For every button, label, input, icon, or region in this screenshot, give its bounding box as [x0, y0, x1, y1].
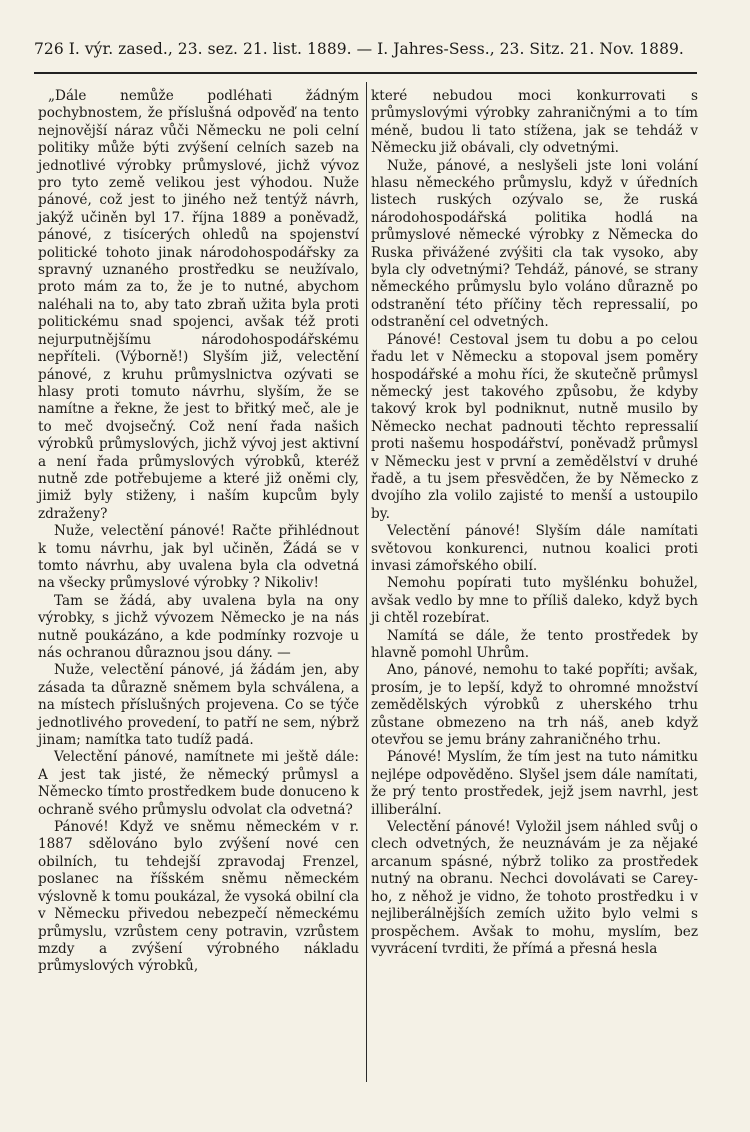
paragraph: které nebudou moci konkurrovati s průmyslovými výrobky zahraničnými a to tím méně, budou li tato stížena, jak se tehdáž v Německu již obávali, cly odvetnými.: [371, 88, 698, 157]
paragraph: Nuže, velectění pánové! Račte přihlédnout k tomu návrhu, jak byl učiněn, Žádá se v tomto návrhu, aby uvalena byla cla odvetná na všecky průmyslové výrobky ? Nikoliv!: [38, 523, 359, 592]
header-rule: [34, 72, 697, 74]
paragraph: Ano, pánové, nemohu to také popříti; avšak, prosím, je to lepší, když to ohromné množství zemědělských výrobků z uherského trhu zůstane obmezeno na trh náš, aneb když otevřou se jemu brány zahraničného trhu.: [371, 662, 698, 749]
paragraph: „Dále nemůže podléhati žádným pochybnostem, že příslušná odpověď na tento nejnovější náraz vůči Německu ne poli celní politiky může býti zvýšení celních sazeb na jednotlivé výrobky průmyslové, jichž vývoz pro tyto země velikou jest výhodou. Nuže pánové, což jest to jiného než tentýž návrh, jakýž učiněn byl 17. října 1889 a poněvadž, pánové, z tisícerých ohledů na spojenství politické tohoto jinak národohospodářsky za spravný uznaného prostředku se neužívalo, proto mám za to, že je to nutné, abychom naléhali na to, aby tato zbraň užita byla proti politickému snad spojenci, avšak též proti nejurputnějšímu národohospodářskému nepříteli. (Výborně!) Slyším již, velectění pánové, z kruhu průmyslnictva ozývati se hlasy proti tomuto návrhu, slyším, že se namítne a řekne, že jest to břitký meč, ale je to meč dvojsečný. Což není řada našich výrobků průmyslových, jichž vývoj jest aktivní a není řada průmyslových výrobků, kteréž nutně zde potřebujeme a které již oněmi cly, jimiž byly stiženy, i naším kupcům byly zdraženy?: [38, 88, 359, 522]
paragraph: Pánové! Myslím, že tím jest na tuto námitku nejlépe odpověděno. Slyšel jsem dále namítati, že prý tento prostředek, jejž jsem navrhl, jest illiberální.: [371, 749, 698, 818]
left-column: [38, 88, 359, 976]
paragraph: Tam se žádá, aby uvalena byla na ony výrobky, s jichž vývozem Německo je na nás nutně poukázáno, a kde podmínky rozvoje u nás ochranou důraznou jsou dány. —: [38, 592, 359, 661]
paragraph: Nuže, pánové, a neslyšeli jste loni volání hlasu německého průmyslu, když v úředních listech ruských ozývalo se, že ruská národohospodářská politika hodlá na průmyslové německé výrobky z Německa do Ruska přivážené zvýšiti cla tak vysoko, aby byla cly odvetnými? Tehdáž, pánové, se strany německého průmyslu bylo voláno důrazně po odstranění této příčiny těch repressalií, po odstranění cel odvetných.: [371, 157, 698, 331]
paragraph: Pánové! Když ve sněmu německém v r. 1887 sdělováno bylo zvýšení nové cen obilních, tu tehdejší zpravodaj Frenzel, poslanec na říšském sněmu německém výslovně k tomu poukázal, že vysoká obilní cla v Německu přivedou nebezpečí německému průmyslu, vzrůstem ceny potravin, vzrůstem mzdy a zvýšení výrobného nákladu průmyslových výrobků,: [38, 819, 359, 975]
column-divider: [366, 82, 367, 1082]
paragraph: Namítá se dále, že tento prostředek by hlavně pomohl Uhrům.: [371, 627, 698, 661]
paragraph: Velectění pánové! Slyším dále namítati světovou konkurenci, nutnou koalici proti invasi zámořského obilí.: [371, 523, 698, 574]
paragraph: Nuže, velectění pánové, já žádám jen, aby zásada ta důrazně sněmem byla schválena, a na místech příslušných projevena. Co se týče jednotlivého provedení, to patří ne sem, nýbrž jinam; namítka tato tudíž padá.: [38, 662, 359, 749]
paragraph: Nemohu popírati tuto myšlénku bohužel, avšak vedlo by mne to příliš daleko, když bych ji chtěl rozebírat.: [371, 575, 698, 627]
paragraph: Velectění pánové, namítnete mi ještě dále: A jest tak jisté, že německý průmysl a Německo tímto prostředkem bude donuceno k ochraně svého průmyslu odvolat cla odvetná?: [38, 749, 359, 818]
paragraph: Pánové! Cestoval jsem tu dobu a po celou řadu let v Německu a stopoval jsem poměry hospodářské a mohu říci, že skutečně průmysl německý jest takového způsobu, že kdyby takový krok byl podniknut, nutně musilo by Německo nechat padnouti těchto repressalií proti našemu hospodářství, poněvadž průmysl v Německu jest v první a zemědělství v druhé řadě, a tu jsem přesvědčen, že by Německo z dvojího zla volilo zajisté to menší a ustoupilo by.: [371, 331, 698, 522]
right-column: [371, 88, 698, 958]
paragraph: Velectění pánové! Vyložil jsem náhled svůj o clech odvetných, že neuznávám je za nějaké arcanum spásné, nýbrž toliko za prostředek nutný na obranu. Nechci dovolávati se Carey-ho, z něhož je vidno, že tohoto prostředku i v nejliberálnějších zemích užito bylo velmi s prospěchem. Avšak to mohu, myslím, bez vyvrácení tvrditi, že přímá a přesná hesla: [371, 819, 698, 957]
page-header: 726 I. výr. zased., 23. sez. 21. list. 1889. — I. Jahres-Sess., 23. Sitz. 21. Nov. 1889.: [34, 40, 684, 58]
